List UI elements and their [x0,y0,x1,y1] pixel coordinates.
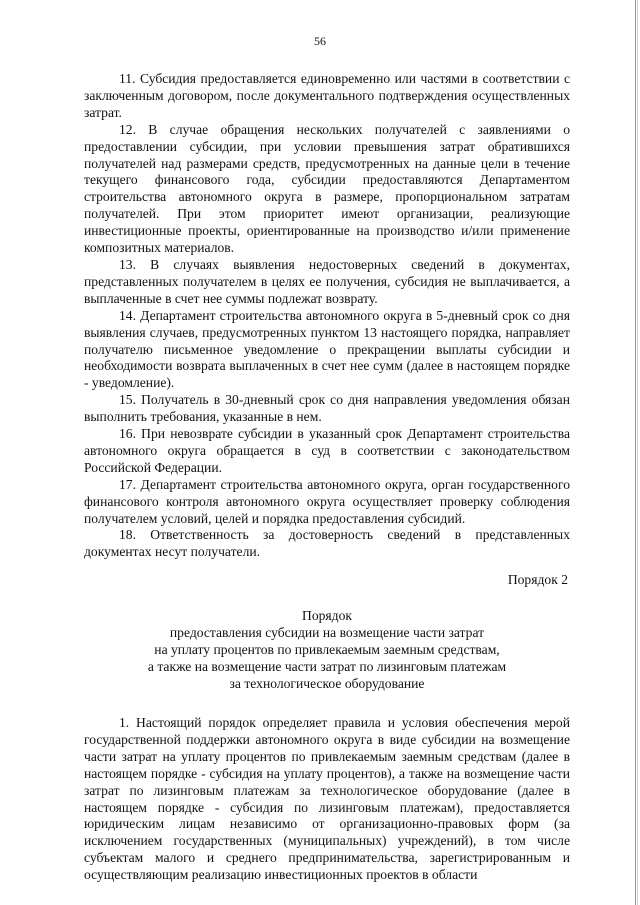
heading-line-5: за технологическое оборудование [229,675,425,691]
page-number: 56 [314,34,326,48]
body-text-section-2 [84,715,570,884]
heading-line-2: предоставления субсидии на возмещение части затрат [169,624,485,640]
paragraph-13: 13. В случаях выявления недостоверных сведений в документах, представленных получателем в целях ее получения, субсидия не выплачивается, а выплаченные в счет нее суммы подлежат возврату. [84,256,570,306]
paragraph-18: 18. Ответственность за достоверность сведений в представленных документах несут получатели. [84,527,570,560]
heading-line-3: на уплату процентов по привлекаемым заемным средствам, [154,641,500,657]
heading-line-4: а также на возмещение части затрат по лизинговым платежам [147,658,507,674]
paragraph-2-1: 1. Настоящий порядок определяет правила и условия обеспечения мерой государственной поддержки автономного округа в виде субсидии на возмещение части затрат на уплату процентов по привлекаемым заемным средствам (далее в настоящем порядке - субсидия на уплату процентов), а также на возмещение части затрат по лизинговым платежам за технологическое оборудование (далее в настоящем порядке - субсидия по лизинговым платежам), предоставляется юридическим лицам независимо от организационно-правовых форм (за исключением государственных (муниципальных) учреждений), в том числе субъектам малого и среднего предпринимательства, зарегистрированным и осуществляющим реализацию инвестиционных проектов в области [84,715,570,883]
paragraph-11: 11. Субсидия предоставляется единовременно или частями в соответствии с заключенным договором, после документального подтверждения осуществленных затрат. [84,71,570,120]
paragraph-15: 15. Получатель в 30-дневный срок со дня направления уведомления обязан выполнить требования, указанные в нем. [84,392,570,425]
page-edge-line [635,0,636,905]
heading-line-1: Порядок [302,608,352,623]
section-label: Порядок 2 [507,572,568,587]
paragraph-12: 12. В случае обращения нескольких получателей с заявлениями о предоставлении субсидии, при условии превышения затрат обратившихся получателей над размерами средств, предусмотренных на данные цели в течение текущего финансового года, субсидии предоставляются Департаментом строительства автономного округа в размере, пропорциональном затратам получателей. При этом приоритет имеют организации, реализующие инвестиционные проекты, ориентированные на производство и/или применение композитных материалов. [84,121,570,256]
paragraph-16: 16. При невозврате субсидии в указанный срок Департамент строительства автономного округа обращается в суд в соответствии с законодательством Российской Федерации. [84,426,570,475]
page-edge-line-secondary [637,0,638,905]
section-heading [84,608,570,693]
paragraph-17: 17. Департамент строительства автономного округа, орган государственного финансового контроля автономного округа осуществляет проверку соблюдения получателем условий, целей и порядка предоставления субсидий. [84,476,570,526]
paragraph-14: 14. Департамент строительства автономного округа в 5-дневный срок со дня выявления случаев, предусмотренных пунктом 13 настоящего порядка, направляет получателю письменное уведомление о прекращении выплаты субсидии и необходимости возврата выплаченных в счет нее сумм (далее в настоящем порядке - уведомление). [84,307,570,391]
body-text-section-1 [84,71,570,561]
